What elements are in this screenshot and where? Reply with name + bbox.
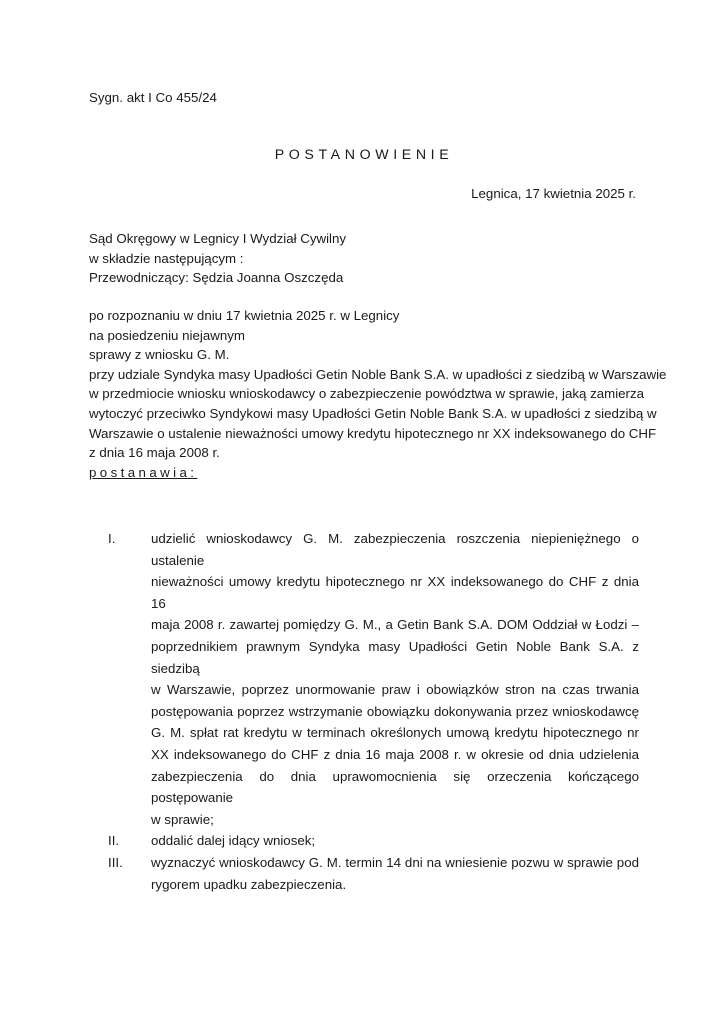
proceedings-line: sprawy z wniosku G. M. — [89, 347, 230, 363]
ruling-text-line: maja 2008 r. zawartej pomiędzy G. M., a Getin Bank S.A. DOM Oddział w Łodzi – — [151, 617, 639, 633]
proceedings-line: po rozpoznaniu w dniu 17 kwietnia 2025 r. w Legnicy — [89, 308, 400, 323]
ruling-item-number: I. — [108, 531, 116, 546]
ruling-text-line: w sprawie; — [151, 811, 214, 827]
ruling-text-line: w Warszawie, poprzez unormowanie praw i obowiązków stron na czas trwania — [151, 682, 639, 698]
ruling-item-2 — [89, 830, 639, 852]
place-and-date: Legnica, 17 kwietnia 2025 r. — [471, 186, 636, 201]
ruling-text-line: rygorem upadku zabezpieczenia. — [151, 876, 347, 892]
ruling-item-text — [151, 852, 639, 895]
ruling-text-line: wyznaczyć wnioskodawcy G. M. termin 14 dni na wniesienie pozwu w sprawie pod — [151, 854, 639, 870]
case-signature: Sygn. akt I Co 455/24 — [89, 90, 217, 105]
ruling-list — [89, 528, 639, 895]
ruling-text-line: XX indeksowanego do CHF z dnia 16 maja 2008 r. w okresie od dnia udzielenia — [151, 746, 639, 762]
proceedings-line: wytoczyć przeciwko Syndykowi masy Upadłości Getin Noble Bank S.A. w upadłości z siedzibą w — [89, 405, 657, 421]
ruling-item-3 — [89, 852, 639, 895]
ruling-item-1 — [89, 528, 639, 830]
proceedings-line: z dnia 16 maja 2008 r. — [89, 445, 220, 461]
document-title: POSTANOWIENIE — [274, 147, 454, 163]
ruling-text-line: G. M. spłat rat kredytu w terminach określonych umową kredytu hipotecznego nr — [151, 725, 639, 741]
ruling-text-line: postępowania poprzez wstrzymanie obowiązku dokonywania przez wnioskodawcę — [151, 703, 639, 719]
ruling-text-line: poprzednikiem prawnym Syndyka masy Upadłości Getin Noble Bank S.A. z siedzibą — [151, 638, 639, 676]
presiding-judge: Przewodniczący: Sędzia Joanna Oszczęda — [89, 270, 344, 286]
ruling-item-text — [151, 528, 639, 830]
ruling-heading: postanawia: — [89, 464, 198, 480]
ruling-item-number: II. — [108, 833, 120, 849]
proceedings-line: Warszawie o ustalenie nieważności umowy kredytu hipotecznego nr XX indeksowanego do CHF — [89, 425, 657, 441]
composition-label: w składzie następującym : — [89, 250, 244, 266]
court-composition — [89, 229, 346, 288]
ruling-text-line: udzielić wnioskodawcy G. M. zabezpieczenia roszczenia niepieniężnego o ustalenie — [151, 531, 639, 568]
proceedings-description — [89, 306, 667, 482]
ruling-text-line: zabezpieczenia do dnia uprawomocnienia się orzeczenia kończącego postępowanie — [151, 768, 639, 806]
proceedings-line: na posiedzeniu niejawnym — [89, 327, 245, 343]
proceedings-line: w przedmiocie wniosku wnioskodawcy o zabezpieczenie powództwa w sprawie, jaką zamierza — [89, 386, 645, 402]
ruling-text-line: oddalić dalej idący wniosek; — [151, 833, 316, 849]
proceedings-line: przy udziale Syndyka masy Upadłości Getin Noble Bank S.A. w upadłości z siedzibą w Warszawie — [89, 366, 667, 382]
ruling-item-text — [151, 830, 639, 852]
court-name: Sąd Okręgowy w Legnicy I Wydział Cywilny — [89, 231, 347, 246]
ruling-item-number: III. — [108, 854, 123, 870]
ruling-text-line: nieważności umowy kredytu hipotecznego nr XX indeksowanego do CHF z dnia 16 — [151, 574, 639, 611]
